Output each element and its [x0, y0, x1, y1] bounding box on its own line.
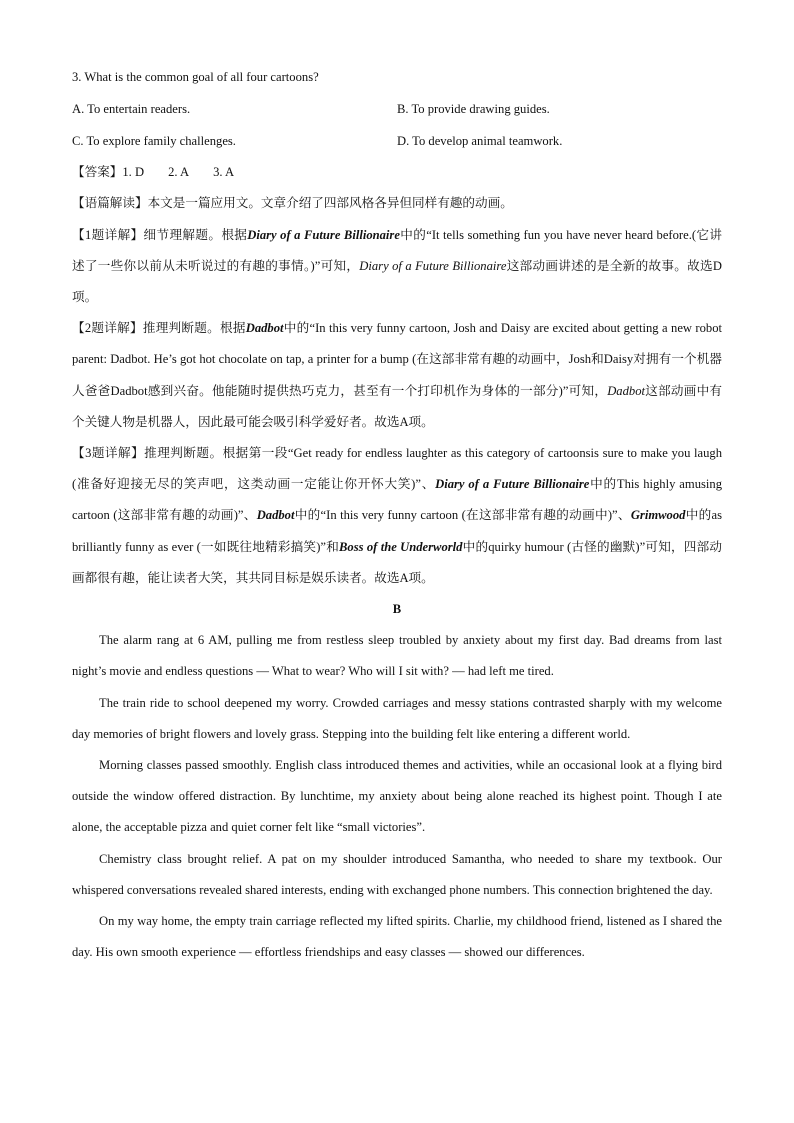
answer-item: 2. A	[168, 165, 190, 180]
cartoon-title: Diary of a Future Billionaire	[359, 258, 507, 273]
interpretation: 【语篇解读】本文是一篇应用文。文章介绍了四部风格各异但同样有趣的动画。	[72, 196, 513, 211]
detail-2-text: 【2题详解】推理判断题。根据	[72, 321, 246, 336]
detail-2	[72, 313, 722, 438]
answer-item: 1. D	[122, 165, 145, 180]
detail-3-text: 中的This highly amusing cartoon (这部非常有趣的动画)”、	[72, 477, 722, 523]
answer-line	[72, 157, 722, 188]
question-stem: 3. What is the common goal of all four cartoons?	[72, 70, 319, 84]
answer-item: 3. A	[213, 165, 235, 180]
detail-3	[72, 438, 722, 594]
cartoon-title: Dadbot	[256, 508, 295, 523]
passage-paragraph: On my way home, the empty train carriage reflected my lifted spirits. Charlie, my childhood friend, listened as I shared the day. His own smooth experience — effortless friendships and easy classes — showed our differences.	[72, 914, 722, 960]
detail-2-text: 这部动画中有个关键人物是机器人，因此最可能会吸引科学爱好者。故选A项。	[72, 383, 723, 429]
detail-3-text: 【3题详解】推理判断题。根据第一段“Get ready for endless laughter as this category of cartoonsis sure to make you laugh (准备好迎接无尽的笑声吧，这类动画一定能让你开怀大笑)”、	[72, 445, 722, 492]
detail-1-text: 中的“It tells something fun you have never heard before.(它讲述了一些你以前从未听说过的有趣的事情。)”可知，	[72, 227, 722, 273]
options-row-1	[72, 93, 722, 125]
option-a: A. To entertain readers.	[72, 102, 191, 117]
cartoon-title: Boss of the Underworld	[339, 539, 463, 554]
answer-label: 【答案】	[72, 165, 123, 180]
detail-3-text: 中的“In this very funny cartoon (在这部非常有趣的动画中)”、	[294, 508, 631, 523]
option-c: C. To explore family challenges.	[72, 134, 236, 149]
detail-3-text: 中的quirky humour (古怪的幽默)”可知，四部动画都很有趣，能让读者大笑，其共同目标是娱乐读者。故选A项。	[72, 539, 723, 585]
passage-paragraph: Morning classes passed smoothly. English class introduced themes and activities, while an occasional look at a flying bird outside the window offered distraction. By lunchtime, my anxiety about being alone reached its highest point. Though I ate alone, the acceptable pizza and quiet corner felt like “small victories”.	[72, 758, 722, 835]
detail-1	[72, 220, 722, 314]
option-d: D. To develop animal teamwork.	[397, 134, 563, 149]
detail-3-text: 中的as brilliantly funny as ever (一如既往地精彩搞笑)”和	[72, 508, 722, 554]
detail-1-text: 这部动画讲述的是全新的故事。故选D项。	[72, 258, 723, 304]
passage-paragraph: The alarm rang at 6 AM, pulling me from restless sleep troubled by anxiety about my first day. Bad dreams from last night’s movie and endless questions — What to wear? Who will I sit with? — had left me tired.	[72, 633, 722, 679]
cartoon-title: Dadbot	[607, 383, 645, 398]
cartoon-title: Grimwood	[630, 508, 686, 523]
detail-2-text: 中的“In this very funny cartoon, Josh and Daisy are excited about getting a new robot parent: Dadbot. He’s got hot chocolate on tap, a printer for a bump (在这部非常有趣的动画中，Josh和Daisy对拥有一个机器人爸爸Dadbot感到兴奋。他能随时提供热巧克力，甚至有一个打印机作为身体的一部分)”可知，	[72, 321, 722, 398]
passage-paragraph: Chemistry class brought relief. A pat on my shoulder introduced Samantha, who needed to share my textbook. Our whispered conversations revealed shared interests, ending with exchanged phone numbers. This connection brightened the day.	[72, 851, 722, 897]
cartoon-title: Dadbot	[245, 321, 284, 336]
cartoon-title: Diary of a Future Billionaire	[435, 477, 590, 492]
options-row-2	[72, 125, 722, 157]
option-b: B. To provide drawing guides.	[397, 102, 550, 117]
section-heading-b: B	[392, 602, 402, 616]
cartoon-title: Diary of a Future Billionaire	[247, 227, 400, 242]
detail-1-text: 【1题详解】细节理解题。根据	[72, 227, 248, 242]
passage-paragraph: The train ride to school deepened my worry. Crowded carriages and messy stations contrasted sharply with my welcome day memories of bright flowers and lovely grass. Stepping into the building felt like entering a different world.	[72, 695, 722, 741]
document-page	[72, 62, 722, 968]
